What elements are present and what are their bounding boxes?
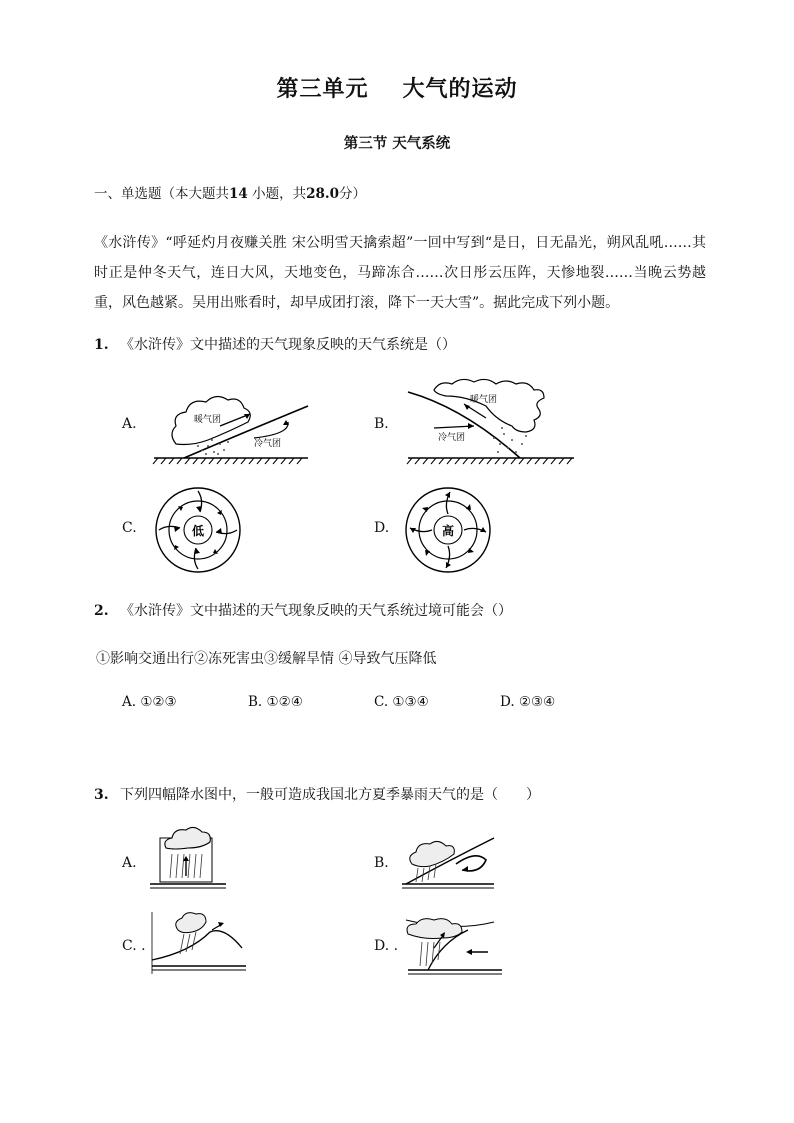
question-number: 1. <box>94 337 109 353</box>
question-2 <box>94 600 512 620</box>
question-text: 下列四幅降水图中，一般可造成我国北方夏季暴雨天气的是（ ） <box>120 787 540 803</box>
question-3 <box>94 784 540 804</box>
question-section-heading <box>94 182 366 202</box>
page-title <box>0 72 794 103</box>
warm-air-label: 暖气团 <box>194 415 222 425</box>
warm-air-label-b: 暖气团 <box>470 395 498 405</box>
high-pressure-label: 高 <box>441 524 455 538</box>
section-prefix: 一、单选题（本大题共 <box>94 186 229 202</box>
question-count: 14 <box>229 186 248 202</box>
anticyclone-diagram <box>404 486 492 574</box>
choice-b[interactable]: B. ①②④ <box>248 694 303 710</box>
cold-front-rain-diagram <box>398 912 502 978</box>
question-text: 《水浒传》文中描述的天气现象反映的天气系统过境可能会（） <box>120 603 512 619</box>
low-pressure-label: 低 <box>191 524 205 538</box>
question-number: 3. <box>94 787 109 803</box>
orographic-rain-diagram <box>150 908 246 978</box>
section-subtitle: 第三节 天气系统 <box>343 136 451 152</box>
total-score: 28.0 <box>306 186 339 202</box>
section-suffix: 分） <box>338 186 366 202</box>
option-label-c[interactable]: C. . <box>122 938 146 954</box>
choice-a[interactable]: A. ①②③ <box>122 694 177 710</box>
cyclone-diagram <box>154 486 242 574</box>
warm-front-rain-diagram <box>400 830 496 890</box>
option-label-a[interactable]: A. <box>122 855 137 871</box>
unit-topic: 大气的运动 <box>402 77 518 102</box>
option-label-d[interactable]: D. <box>374 520 390 536</box>
option-label-a[interactable]: A. <box>122 416 137 432</box>
section-middle: 小题，共 <box>252 186 307 202</box>
cold-air-label-b: 冷气团 <box>438 433 466 443</box>
warm-front-diagram <box>150 384 312 466</box>
cold-front-diagram <box>404 378 578 470</box>
choice-c[interactable]: C. ①③④ <box>374 694 429 710</box>
option-label-b[interactable]: B. <box>374 416 389 432</box>
option-label-b[interactable]: B. <box>374 855 389 871</box>
convective-rain-diagram <box>150 826 226 892</box>
question-1 <box>94 334 456 354</box>
choice-d[interactable]: D. ②③④ <box>500 694 556 710</box>
option-label-c[interactable]: C. <box>122 520 137 536</box>
option-label-d[interactable]: D. . <box>374 938 399 954</box>
cold-air-label: 冷气团 <box>254 439 282 449</box>
reading-passage: 《水浒传》“呼延灼月夜赚关胜 宋公明雪天擒索超”一回中写到“是日，日无晶光，朔风乱吼……其时正是仲冬天气，连日大风，天地变色，马蹄冻合……次日彤云压阵，天惨地裂……当晚云势越重，风色越紧。吴用出账看时，却早成团打滚，降下一天大雪”。据此完成下列小题。 <box>94 235 706 311</box>
statement-list: ①影响交通出行②冻死害虫③缓解旱情 ④导致气压降低 <box>96 651 437 667</box>
question-number: 2. <box>94 603 109 619</box>
question-text: 《水浒传》文中描述的天气现象反映的天气系统是（） <box>120 337 456 353</box>
unit-title: 第三单元 <box>276 77 369 102</box>
